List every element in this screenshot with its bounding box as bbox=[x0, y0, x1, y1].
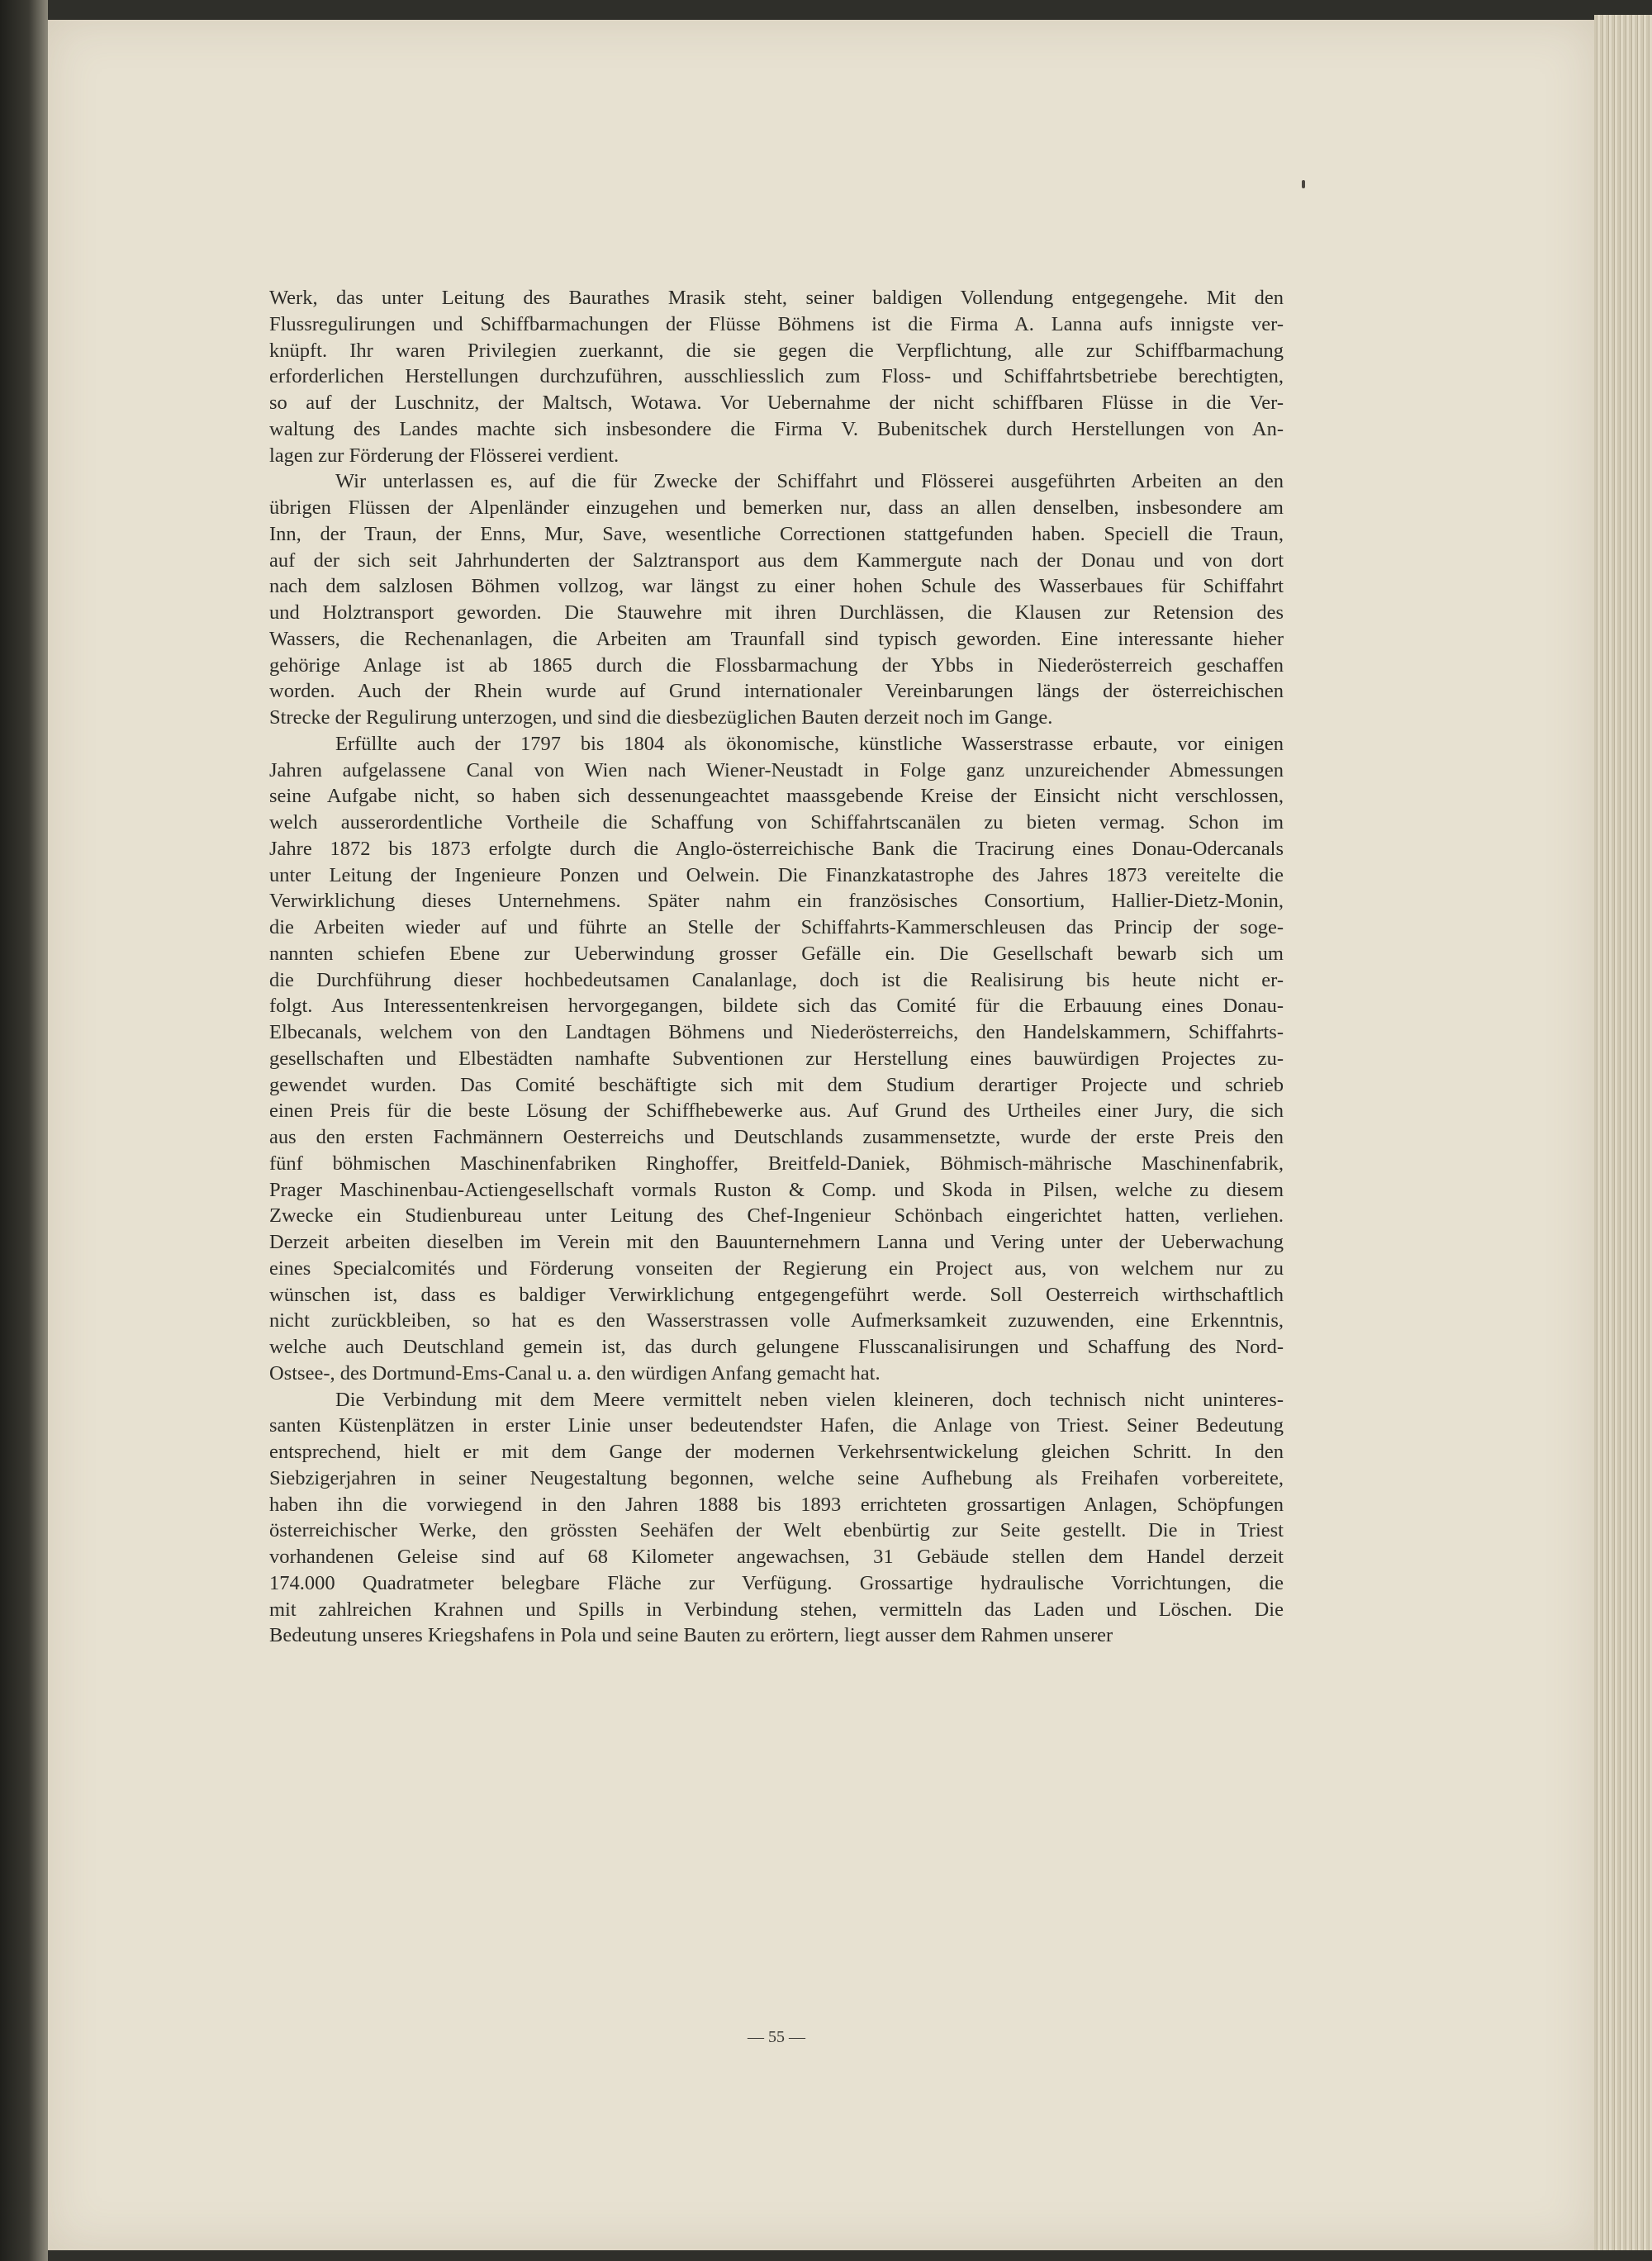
text-line: unter Leitung der Ingenieure Ponzen und Oelwein. Die Finanzkatastrophe des Jahres 1873 vereitelte die bbox=[269, 863, 1284, 886]
text-line: waltung des Landes machte sich insbesondere die Firma V. Bubenitschek durch Herstellungen von An- bbox=[269, 417, 1284, 440]
text-line: so auf der Luschnitz, der Maltsch, Wotawa. Vor Uebernahme der nicht schiffbaren Flüsse in die Ver- bbox=[269, 392, 1284, 414]
text-line: mit zahlreichen Krahnen und Spills in Verbindung stehen, vermitteln das Laden und Löschen. Die bbox=[269, 1598, 1284, 1621]
text-line: Ostsee-, des Dortmund-Ems-Canal u. a. den würdigen Anfang gemacht hat. bbox=[269, 1361, 881, 1385]
text-line: folgt. Aus Interessentenkreisen hervorgegangen, bildete sich das Comité für die Erbauung eines Donau- bbox=[269, 995, 1284, 1018]
text-line: nicht zurückbleiben, so hat es den Wasserstrassen volle Aufmerksamkeit zuzuwenden, eine Erkenntnis, bbox=[269, 1309, 1284, 1332]
text-line: aus den ersten Fachmännern Oesterreichs und Deutschlands zusammensetzte, wurde der erste Preis den bbox=[269, 1126, 1284, 1148]
text-line: die Arbeiten wieder auf und führte an Stelle der Schiffahrts-Kammerschleusen das Princip der soge- bbox=[269, 916, 1284, 938]
text-line: österreichischer Werke, den grössten Seehäfen der Welt ebenbürtig zur Seite gestellt. Die in Triest bbox=[269, 1519, 1284, 1542]
text-line: einen Preis für die beste Lösung der Schiffhebewerke aus. Auf Grund des Urtheiles einer Jury, die sich bbox=[269, 1100, 1284, 1123]
text-line: santen Küstenplätzen in erster Linie unser bedeutendster Hafen, die Anlage von Triest. Seiner Bedeutung bbox=[269, 1414, 1284, 1437]
text-line: gewendet wurden. Das Comité beschäftigte sich mit dem Studium derartiger Projecte und schrieb bbox=[269, 1073, 1284, 1096]
text-line: Zwecke ein Studienbureau unter Leitung des Chef-Ingenieur Schönbach eingerichtet hatten, verliehen. bbox=[269, 1204, 1284, 1228]
text-line: Jahre 1872 bis 1873 erfolgte durch die Anglo-österreichische Bank die Tracirung eines Donau-Odercanals bbox=[269, 837, 1284, 860]
text-line: Elbecanals, welchem von den Landtagen Böhmens und Niederösterreichs, den Handelskammern, Schiffahrts- bbox=[269, 1021, 1284, 1043]
text-line: übrigen Flüssen der Alpenländer einzugehen und bemerken nur, dass an allen denselben, insbesondere am bbox=[269, 496, 1284, 519]
text-line: vorhandenen Geleise sind auf 68 Kilometer angewachsen, 31 Gebäude stellen dem Handel derzeit bbox=[269, 1546, 1284, 1568]
paragraph bbox=[269, 731, 1284, 1387]
text-line: Erfüllte auch der 1797 bis 1804 als ökonomische, künstliche Wasserstrasse erbaute, vor einigen bbox=[335, 732, 1284, 755]
text-line: eines Specialcomités und Förderung vonseiten der Regierung ein Project aus, von welchem nur zu bbox=[269, 1256, 1284, 1280]
ink-speck bbox=[1302, 180, 1305, 188]
body-text bbox=[269, 285, 1284, 1649]
text-line: Wir unterlassen es, auf die für Zwecke der Schiffahrt und Flösserei ausgeführten Arbeiten an den bbox=[335, 470, 1284, 493]
text-line: lagen zur Förderung der Flösserei verdient. bbox=[269, 444, 620, 467]
text-line: welch ausserordentliche Vortheile die Schaffung von Schiffahrtscanälen zu bieten vermag. Schon im bbox=[269, 811, 1284, 834]
text-line: fünf böhmischen Maschinenfabriken Ringhoffer, Breitfeld-Daniek, Böhmisch-mährische Maschinenfabrik, bbox=[269, 1152, 1284, 1175]
text-line: entsprechend, hielt er mit dem Gange der modernen Verkehrsentwickelung gleichen Schritt. In den bbox=[269, 1441, 1284, 1463]
text-line: Prager Maschinenbau-Actiengesellschaft vormals Ruston & Comp. und Skoda in Pilsen, welche zu diesem bbox=[269, 1178, 1284, 1201]
page-number: — 55 — bbox=[748, 2028, 805, 2046]
text-line: Die Verbindung mit dem Meere vermittelt neben vielen kleineren, doch technisch nicht uninteres- bbox=[335, 1388, 1284, 1411]
text-line: Derzeit arbeiten dieselben im Verein mit den Bauunternehmern Lanna und Vering unter der Ueberwachung bbox=[269, 1231, 1284, 1253]
text-line: knüpft. Ihr waren Privilegien zuerkannt, die sie gegen die Verpflichtung, alle zur Schiffbarmachung bbox=[269, 339, 1284, 362]
text-line: haben ihn die vorwiegend in den Jahren 1888 bis 1893 errichteten grossartigen Anlagen, Schöpfungen bbox=[269, 1493, 1284, 1516]
paragraph bbox=[269, 1387, 1284, 1650]
text-line: Strecke der Regulirung unterzogen, und sind die diesbezüglichen Bauten derzeit noch im Gange. bbox=[269, 706, 1053, 729]
text-line: gesellschaften und Elbestädten namhafte Subventionen zur Herstellung eines bauwürdigen Projectes zu- bbox=[269, 1047, 1284, 1070]
text-line: Wassers, die Rechenanlagen, die Arbeiten am Traunfall sind typisch geworden. Eine interessante hieher bbox=[269, 627, 1284, 650]
text-line: erforderlichen Herstellungen durchzuführen, ausschliesslich zum Floss- und Schiffahrtsbetriebe berechtigten, bbox=[269, 365, 1284, 388]
text-line: auf der sich seit Jahrhunderten der Salztransport aus dem Kammergute nach der Donau und von dort bbox=[269, 549, 1284, 572]
text-line: seine Aufgabe nicht, so haben sich dessenungeachtet maassgebende Kreise der Einsicht nicht verschlossen, bbox=[269, 785, 1284, 808]
text-line: 174.000 Quadratmeter belegbare Fläche zur Verfügung. Grossartige hydraulische Vorrichtungen, die bbox=[269, 1571, 1284, 1594]
text-line: Siebzigerjahren in seiner Neugestaltung begonnen, welche seine Aufhebung als Freihafen vorbereitete, bbox=[269, 1466, 1284, 1489]
text-line: Jahren aufgelassene Canal von Wien nach Wiener-Neustadt in Folge ganz unzureichender Abmessungen bbox=[269, 758, 1284, 781]
page-edges bbox=[1594, 15, 1652, 2250]
text-line: Werk, das unter Leitung des Baurathes Mrasik steht, seiner baldigen Vollendung entgegengehe. Mit den bbox=[269, 287, 1284, 309]
text-line: nannten schiefen Ebene zur Ueberwindung grosser Gefälle ein. Die Gesellschaft bewarb sich um bbox=[269, 942, 1284, 965]
text-line: Verwirklichung dieses Unternehmens. Später nahm ein französisches Consortium, Hallier-Dietz-Monin, bbox=[269, 890, 1284, 913]
text-line: welche auch Deutschland gemein ist, das durch gelungene Flusscanalisirungen und Schaffung des Nord- bbox=[269, 1336, 1284, 1358]
text-line: wünschen ist, dass es baldiger Verwirklichung entgegengeführt werde. Soll Oesterreich wirthschaftlich bbox=[269, 1283, 1284, 1306]
text-line: und Holztransport geworden. Die Stauwehre mit ihren Durchlässen, die Klausen zur Retension des bbox=[269, 601, 1284, 624]
paragraph bbox=[269, 468, 1284, 731]
text-line: Inn, der Traun, der Enns, Mur, Save, wesentliche Correctionen stattgefunden haben. Speciell die Traun, bbox=[269, 522, 1284, 545]
book-gutter bbox=[0, 0, 48, 2261]
text-line: nach dem salzlosen Böhmen vollzog, war längst zu einer hohen Schule des Wasserbaues für Schiffahrt bbox=[269, 575, 1284, 598]
text-line: Bedeutung unseres Kriegshafens in Pola und seine Bauten zu erörtern, liegt ausser dem Rahmen unserer bbox=[269, 1624, 1113, 1647]
text-line: gehörige Anlage ist ab 1865 durch die Flossbarmachung der Ybbs in Niederösterreich geschaffen bbox=[269, 653, 1284, 677]
paragraph bbox=[269, 285, 1284, 468]
text-line: worden. Auch der Rhein wurde auf Grund internationaler Vereinbarungen längs der österreichischen bbox=[269, 680, 1284, 703]
text-line: die Durchführung dieser hochbedeutsamen Canalanlage, doch ist die Realisirung bis heute nicht er- bbox=[269, 968, 1284, 991]
text-line: Flussregulirungen und Schiffbarmachungen der Flüsse Böhmens ist die Firma A. Lanna aufs innigste ver- bbox=[269, 312, 1284, 335]
